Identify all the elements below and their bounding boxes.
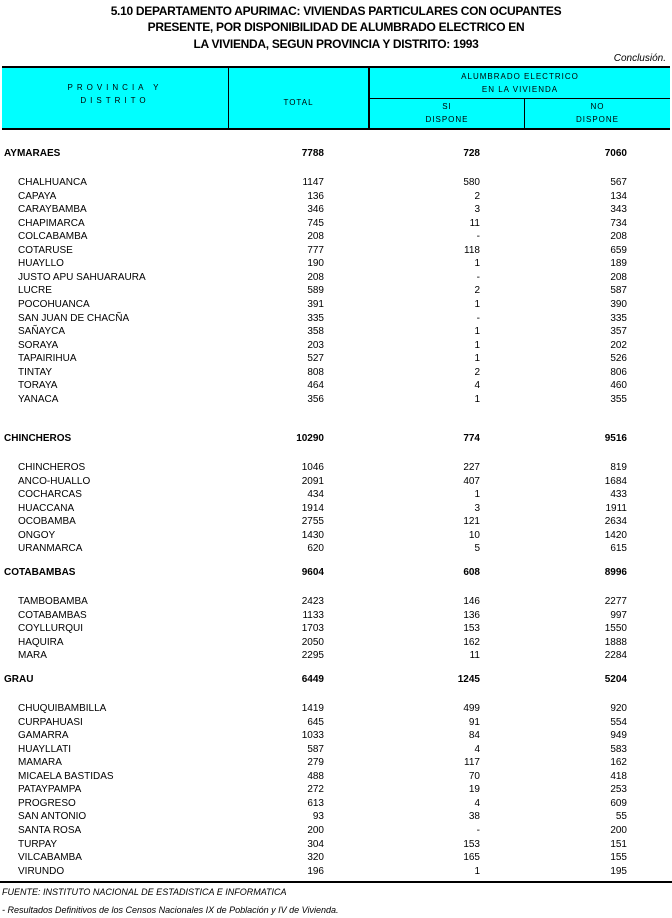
cell-total: 645 [307,717,324,728]
cell-total: 2755 [301,516,324,527]
cell-name: HAQUIRA [18,637,64,648]
cell-name: GAMARRA [18,730,69,741]
cell-si-dispone: - [476,825,480,836]
cell-si-dispone: 91 [468,717,480,728]
cell-name: SANTA ROSA [18,825,82,836]
cell-name: MAMARA [18,757,62,768]
cell-total: 203 [307,340,324,351]
cell-name: TINTAY [18,367,53,378]
cell-si-dispone: 499 [463,703,480,714]
district-row [0,190,672,204]
province-row [0,432,672,446]
cell-total: 808 [307,367,324,378]
cell-no-dispone: 2634 [604,516,627,527]
cell-si-dispone: 5 [474,543,480,554]
cell-no-dispone: 920 [610,703,627,714]
cell-name: COTARUSE [18,245,73,256]
district-row [0,865,672,879]
district-row [0,636,672,650]
cell-si-dispone: 11 [469,218,480,229]
cell-name: HUAYLLATI [18,744,71,755]
cell-name: CAPAYA [18,191,57,202]
cell-si-dispone: 153 [463,839,480,850]
cell-total: 620 [307,543,324,554]
cell-name: TORAYA [18,380,58,391]
cell-total: 745 [307,218,324,229]
cell-total: 190 [307,258,324,269]
district-row [0,257,672,271]
province-row [0,566,672,580]
cell-no-dispone: 195 [610,866,627,877]
cell-no-dispone: 390 [610,299,627,310]
cell-si-dispone: 1 [474,489,480,500]
cell-name: MARA [18,650,47,661]
district-row [0,502,672,516]
district-row [0,838,672,852]
cell-no-dispone: 5204 [604,674,627,685]
cell-total: 279 [307,757,324,768]
cell-no-dispone: 997 [610,610,627,621]
cell-no-dispone: 253 [610,784,627,795]
cell-si-dispone: 165 [463,852,480,863]
cell-no-dispone: 1550 [604,623,627,634]
cell-total: 7788 [301,148,324,159]
cell-total: 136 [307,191,324,202]
cell-si-dispone: 4 [474,798,480,809]
cell-name: VIRUNDO [18,866,65,877]
conclusion-note: Conclusión. [613,53,666,64]
district-row [0,298,672,312]
cell-no-dispone: 433 [610,489,627,500]
cell-si-dispone: 1 [474,340,480,351]
cell-si-dispone: 153 [463,623,480,634]
cell-total: 2091 [301,476,324,487]
cell-si-dispone: 136 [463,610,480,621]
header-label: PROVINCIA Y [67,83,163,92]
cell-total: 196 [307,866,324,877]
district-row [0,716,672,730]
header-label: EN LA VIVIENDA [481,85,559,94]
district-row [0,702,672,716]
cell-total: 208 [307,272,324,283]
cell-no-dispone: 587 [610,285,627,296]
district-row [0,783,672,797]
cell-si-dispone: 3 [474,204,480,215]
cell-name: POCOHUANCA [18,299,90,310]
cell-si-dispone: 84 [468,730,480,741]
cell-no-dispone: 567 [610,177,627,188]
cell-total: 1419 [301,703,324,714]
cell-no-dispone: 200 [610,825,627,836]
cell-name: AYMARAES [4,148,61,159]
cell-total: 613 [307,798,324,809]
cell-si-dispone: 227 [463,462,480,473]
cell-total: 93 [312,811,324,822]
district-row [0,339,672,353]
cell-no-dispone: 615 [610,543,627,554]
district-row [0,352,672,366]
district-row [0,379,672,393]
district-row [0,325,672,339]
cell-no-dispone: 554 [610,717,627,728]
cell-no-dispone: 9516 [604,433,627,444]
cell-total: 200 [307,825,324,836]
cell-si-dispone: 70 [468,771,480,782]
cell-si-dispone: - [476,313,480,324]
province-row [0,673,672,687]
cell-name: YANACA [18,394,59,405]
cell-no-dispone: 806 [610,367,627,378]
cell-total: 1046 [301,462,324,473]
cell-si-dispone: 19 [468,784,480,795]
cell-name: HUAYLLO [18,258,64,269]
district-row [0,595,672,609]
header-provincia-distrito [2,81,228,107]
cell-no-dispone: 734 [610,218,627,229]
cell-name: ANCO-HUALLO [18,476,91,487]
cell-total: 777 [307,245,324,256]
table-title-line-2: PRESENTE, POR DISPONIBILIDAD DE ALUMBRADO ELECTRICO EN [147,20,525,34]
cell-name: CARAYBAMBA [18,204,87,215]
cell-name: PROGRESO [18,798,76,809]
cell-name: URANMARCA [18,543,83,554]
cell-no-dispone: 155 [610,852,627,863]
table-header [2,66,670,130]
cell-total: 434 [307,489,324,500]
cell-name: COLCABAMBA [18,231,88,242]
cell-si-dispone: 2 [474,285,480,296]
cell-name: CURPAHUASI [18,717,83,728]
cell-no-dispone: 7060 [604,148,627,159]
cell-no-dispone: 335 [610,313,627,324]
cell-si-dispone: 1 [474,299,480,310]
cell-name: COTABAMBAS [4,567,76,578]
footer-source: FUENTE: INSTITUTO NACIONAL DE ESTADISTICA E INFORMATICA [2,887,287,897]
district-row [0,312,672,326]
cell-total: 527 [307,353,324,364]
cell-si-dispone: 1 [474,866,480,877]
cell-si-dispone: 11 [469,650,480,661]
cell-si-dispone: 1 [474,394,480,405]
cell-name: CHINCHEROS [4,433,72,444]
district-row [0,756,672,770]
district-row [0,797,672,811]
cell-si-dispone: 121 [463,516,480,527]
cell-name: JUSTO APU SAHUARAURA [18,272,146,283]
cell-si-dispone: 1245 [457,674,480,685]
cell-name: COYLLURQUI [18,623,84,634]
cell-si-dispone: - [476,231,480,242]
district-row [0,461,672,475]
cell-total: 304 [307,839,324,850]
district-row [0,649,672,663]
cell-no-dispone: 819 [610,462,627,473]
district-row [0,542,672,556]
province-row [0,147,672,161]
cell-si-dispone: 146 [463,596,480,607]
cell-si-dispone: 2 [474,191,480,202]
district-row [0,284,672,298]
cell-no-dispone: 355 [610,394,627,405]
header-label: DISTRITO [80,96,150,105]
cell-name: CHINCHEROS [18,462,86,473]
cell-no-dispone: 208 [610,272,627,283]
header-total: TOTAL [283,98,314,107]
cell-si-dispone: 407 [463,476,480,487]
cell-no-dispone: 1911 [605,503,627,514]
cell-name: CHALHUANCA [18,177,87,188]
cell-total: 1133 [302,610,324,621]
district-row [0,393,672,407]
cell-total: 464 [307,380,324,391]
district-row [0,488,672,502]
cell-no-dispone: 1888 [604,637,627,648]
district-row [0,824,672,838]
cell-total: 10290 [296,433,324,444]
cell-no-dispone: 8996 [604,567,627,578]
cell-si-dispone: 580 [463,177,480,188]
cell-si-dispone: 162 [463,637,480,648]
district-row [0,203,672,217]
cell-no-dispone: 659 [610,245,627,256]
cell-total: 1703 [301,623,324,634]
header-divider [369,98,670,99]
district-row [0,729,672,743]
cell-no-dispone: 2277 [604,596,627,607]
cell-name: TAMBOBAMBA [18,596,88,607]
header-alumbrado-electrico [370,70,670,96]
cell-no-dispone: 134 [610,191,627,202]
district-row [0,743,672,757]
cell-name: SAÑAYCA [18,326,66,337]
cell-name: ONGOY [18,530,56,541]
cell-name: PATAYPAMPA [18,784,82,795]
cell-no-dispone: 357 [610,326,627,337]
cell-name: TURPAY [18,839,58,850]
district-row [0,230,672,244]
district-row [0,244,672,258]
header-si-dispone [370,100,524,126]
cell-si-dispone: 608 [463,567,480,578]
cell-si-dispone: 1 [474,258,480,269]
cell-name: SAN ANTONIO [18,811,87,822]
district-row [0,622,672,636]
table-title-line-3: LA VIVIENDA, SEGUN PROVINCIA Y DISTRITO: 1993 [193,37,479,51]
cell-no-dispone: 189 [610,258,627,269]
header-label: DISPONE [425,115,469,124]
cell-name: CHUQUIBAMBILLA [18,703,107,714]
cell-no-dispone: 343 [610,204,627,215]
cell-total: 346 [307,204,324,215]
district-row [0,217,672,231]
district-row [0,810,672,824]
cell-total: 488 [307,771,324,782]
cell-no-dispone: 609 [610,798,627,809]
cell-total: 9604 [301,567,324,578]
cell-total: 391 [307,299,324,310]
cell-total: 1033 [301,730,324,741]
cell-no-dispone: 202 [610,340,627,351]
cell-total: 587 [307,744,324,755]
cell-no-dispone: 526 [610,353,627,364]
cell-si-dispone: 728 [463,148,480,159]
cell-name: MICAELA BASTIDAS [18,771,114,782]
cell-name: HUACCANA [18,503,75,514]
cell-name: TAPAIRIHUA [18,353,77,364]
cell-name: LUCRE [18,285,52,296]
cell-total: 272 [307,784,324,795]
cell-si-dispone: 4 [474,744,480,755]
cell-total: 320 [307,852,324,863]
cell-name: COCHARCAS [18,489,82,500]
district-row [0,515,672,529]
header-no-dispone [525,100,670,126]
cell-si-dispone: 10 [468,530,480,541]
cell-name: COTABAMBAS [18,610,87,621]
cell-total: 1147 [302,177,324,188]
district-row [0,475,672,489]
district-row [0,770,672,784]
cell-total: 208 [307,231,324,242]
cell-no-dispone: 55 [615,811,627,822]
cell-total: 589 [307,285,324,296]
cell-no-dispone: 1420 [604,530,627,541]
cell-name: OCOBAMBA [18,516,76,527]
district-row [0,271,672,285]
cell-si-dispone: 774 [463,433,480,444]
cell-si-dispone: 117 [464,757,480,768]
header-label: SI [442,102,452,111]
cell-no-dispone: 583 [610,744,627,755]
cell-si-dispone: 3 [474,503,480,514]
cell-total: 335 [307,313,324,324]
cell-name: SAN JUAN DE CHACÑA [18,313,130,324]
cell-si-dispone: 4 [474,380,480,391]
cell-total: 1914 [301,503,324,514]
table-bottom-rule [0,881,672,883]
cell-no-dispone: 2284 [604,650,627,661]
cell-name: VILCABAMBA [18,852,82,863]
cell-name: CHAPIMARCA [18,218,85,229]
cell-si-dispone: 2 [474,367,480,378]
cell-si-dispone: 1 [474,353,480,364]
cell-name: GRAU [4,674,34,685]
cell-no-dispone: 208 [610,231,627,242]
district-row [0,176,672,190]
cell-total: 1430 [301,530,324,541]
cell-no-dispone: 949 [610,730,627,741]
header-label: DISPONE [575,115,619,124]
cell-si-dispone: - [476,272,480,283]
cell-total: 2295 [301,650,324,661]
header-label: ALUMBRADO ELECTRICO [461,72,579,81]
header-label: NO [590,102,605,111]
footer-note: - Resultados Definitivos de los Censos Nacionales IX de Población y IV de Vivienda. [2,905,339,915]
cell-no-dispone: 151 [610,839,627,850]
table-title-line-1: 5.10 DEPARTAMENTO APURIMAC: VIVIENDAS PARTICULARES CON OCUPANTES [110,4,562,18]
cell-name: SORAYA [18,340,59,351]
cell-no-dispone: 418 [610,771,627,782]
cell-total: 2423 [301,596,324,607]
cell-no-dispone: 460 [610,380,627,391]
district-row [0,529,672,543]
district-row [0,366,672,380]
cell-total: 2050 [301,637,324,648]
cell-no-dispone: 162 [610,757,627,768]
cell-no-dispone: 1684 [604,476,627,487]
cell-si-dispone: 118 [464,245,480,256]
cell-si-dispone: 1 [474,326,480,337]
district-row [0,851,672,865]
cell-si-dispone: 38 [468,811,480,822]
cell-total: 356 [307,394,324,405]
district-row [0,609,672,623]
cell-total: 358 [307,326,324,337]
cell-total: 6449 [301,674,324,685]
